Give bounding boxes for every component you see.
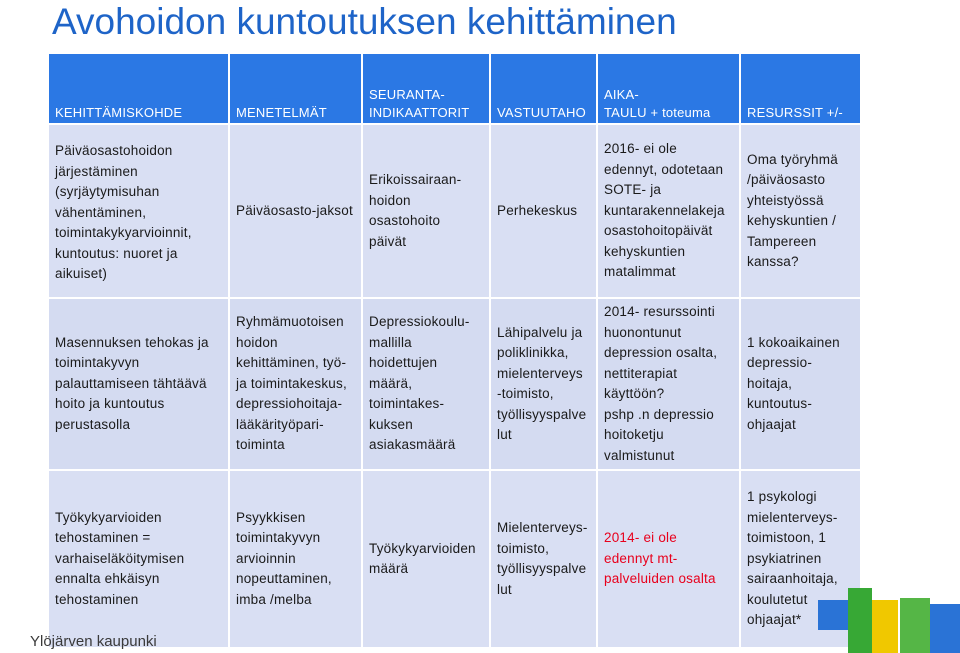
header-kehittamiskohde: KEHITTÄMISKOHDE bbox=[48, 53, 229, 124]
logo-mark-green bbox=[848, 588, 872, 653]
table-cell: Psyykkisen toimintakyvyn arvioinnin nopeuttaminen, imba /melba bbox=[229, 470, 362, 648]
table-row bbox=[48, 124, 861, 298]
table-cell: Ryhmämuotoisen hoidon kehittäminen, työ- ja toimintakeskus, depressiohoitaja- lääkärityöpari- toiminta bbox=[229, 298, 362, 470]
table-cell-highlight: 2014- ei ole edennyt mt- palveluiden osalta bbox=[597, 470, 740, 648]
table-cell: Erikoissairaan- hoidon osastohoito päivät bbox=[362, 124, 490, 298]
table-cell: Perhekeskus bbox=[490, 124, 597, 298]
header-row bbox=[48, 53, 861, 124]
table-cell: Päiväosastohoidon järjestäminen (syrjäytymisuhan vähentäminen, toimintakykyarvioinnit, kuntoutus: nuoret ja aikuiset) bbox=[48, 124, 229, 298]
header-seuranta: SEURANTA- INDIKAATTORIT bbox=[362, 53, 490, 124]
table-cell: Mielenterveys- toimisto, työllisyyspalve lut bbox=[490, 470, 597, 648]
logo-mark-green-2 bbox=[900, 598, 930, 653]
table-cell: Depressiokoulu- mallilla hoidettujen määrä, toimintakes- kuksen asiakasmäärä bbox=[362, 298, 490, 470]
table-cell: 1 kokoaikainen depressio- hoitaja, kuntoutus- ohjaajat bbox=[740, 298, 861, 470]
page-title: Avohoidon kuntoutuksen kehittäminen bbox=[52, 1, 677, 42]
table-cell: 2016- ei ole edennyt, odotetaan SOTE- ja kuntarakennelakeja osastohoitopäivät kehyskuntien matalimmat bbox=[597, 124, 740, 298]
header-aikataulu: AIKA- TAULU + toteuma bbox=[597, 53, 740, 124]
table-cell: Päiväosasto-jaksot bbox=[229, 124, 362, 298]
header-resurssit: RESURSSIT +/- bbox=[740, 53, 861, 124]
table-cell: 1 psykologi mielenterveys- toimistoon, 1 psykiatrinen sairaanhoitaja, koulutetut ohjaajat* bbox=[740, 470, 861, 648]
table-cell: Lähipalvelu ja poliklinikka, mielenterveys -toimisto, työllisyyspalve lut bbox=[490, 298, 597, 470]
header-menetelmat: MENETELMÄT bbox=[229, 53, 362, 124]
development-table bbox=[47, 52, 862, 649]
logo-mark-yellow bbox=[872, 600, 898, 653]
footer-organization: Ylöjärven kaupunki bbox=[30, 633, 157, 650]
header-vastuutaho: VASTUUTAHO bbox=[490, 53, 597, 124]
table-cell: Oma työryhmä /päiväosasto yhteistyössä kehyskuntien / Tampereen kanssa? bbox=[740, 124, 861, 298]
table-cell: 2014- resurssointi huonontunut depression osalta, nettiterapiat käyttöön? pshp .n depressio hoitoketju valmistunut bbox=[597, 298, 740, 470]
logo-mark-blue-2 bbox=[930, 604, 960, 653]
table-cell: Työkykyarvioiden tehostaminen = varhaiseläköitymisen ennalta ehkäisyn tehostaminen bbox=[48, 470, 229, 648]
table-cell: Työkykyarvioiden määrä bbox=[362, 470, 490, 648]
table-cell: Masennuksen tehokas ja toimintakyvyn palauttamiseen tähtäävä hoito ja kuntoutus perustasolla bbox=[48, 298, 229, 470]
table-row bbox=[48, 470, 861, 648]
table-row bbox=[48, 298, 861, 470]
